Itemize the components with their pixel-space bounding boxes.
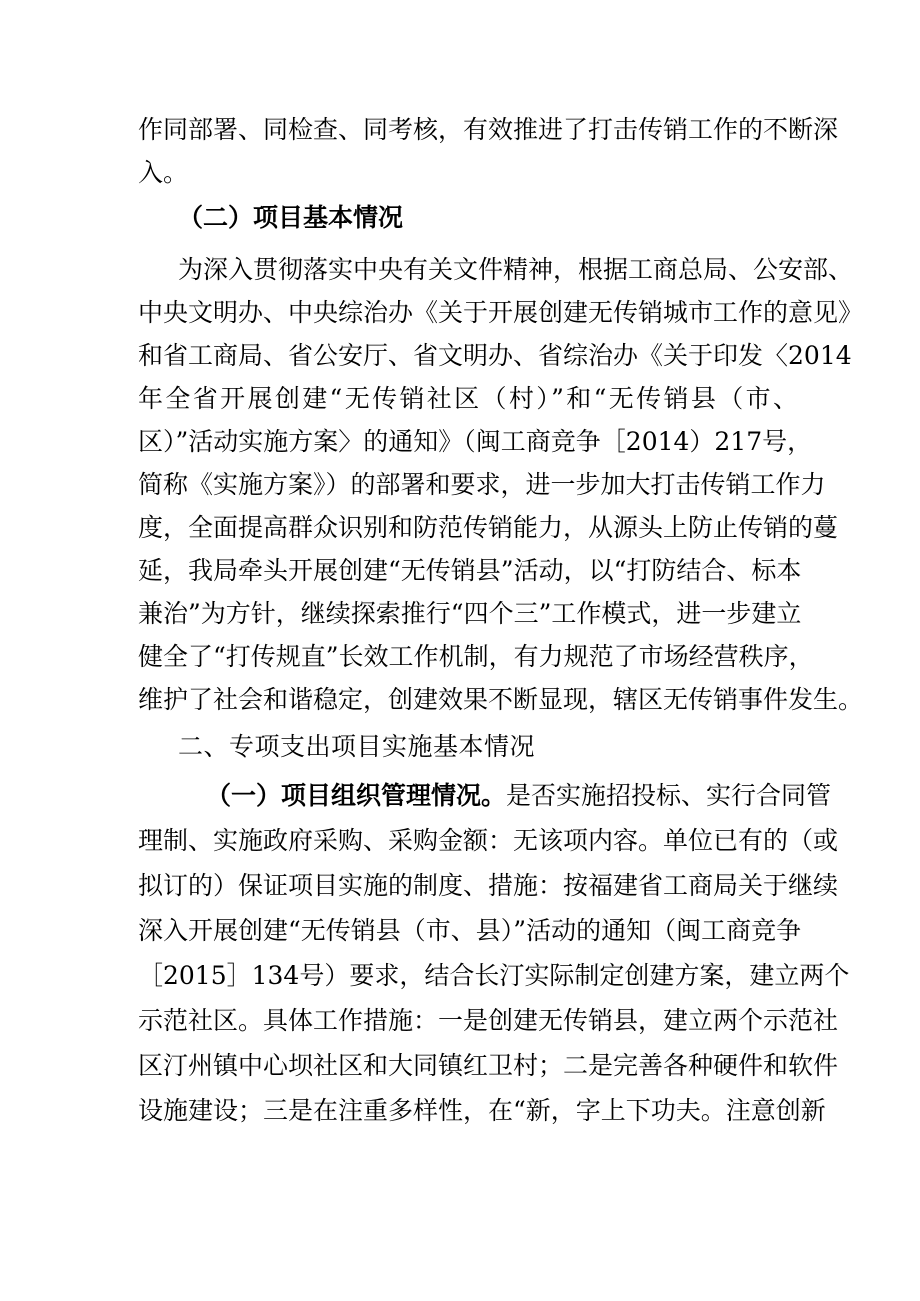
body-text-line: 兼治”为方针，继续探索推行“四个三”工作模式，进一步建立 xyxy=(138,599,802,628)
body-text-line: 示范社区。具体工作措施：一是创建无传销县，建立两个示范社 xyxy=(138,1006,839,1035)
body-text-run: 是否实施招投标、实行合同管 xyxy=(506,781,832,810)
body-text-line: 简称《实施方案》）的部署和要求，进一步加大打击传销工作力 xyxy=(138,470,826,499)
body-text-line xyxy=(206,781,832,811)
body-text-line: 区）”活动实施方案〉的通知》（闽工商竞争［2014）217号， xyxy=(138,427,813,456)
body-text-line: 和省工商局、省公安厅、省文明办、省综治办《关于印发〈2014 xyxy=(138,341,852,370)
body-text-line: 入。 xyxy=(138,158,189,187)
body-text-line: 理制、实施政府采购、采购金额：无该项内容。单位已有的（或 xyxy=(138,826,839,855)
body-text-line: 年全省开展创建“无传销社区（村）”和“无传销县（市、 xyxy=(138,384,798,413)
body-text-line: 健全了“打传规直”长效工作机制，有力规范了市场经营秩序， xyxy=(138,642,814,671)
body-text-line: 为深入贯彻落实中央有关文件精神，根据工商总局、公安部、 xyxy=(178,255,854,284)
body-text-line: 度，全面提高群众识别和防范传销能力，从源头上防止传销的蔓 xyxy=(138,513,839,542)
body-text-line: 维护了社会和谐稳定，创建效果不断显现，辖区无传销事件发生。 xyxy=(138,685,864,714)
body-text-line: 拟订的）保证项目实施的制度、措施：按福建省工商局关于继续 xyxy=(138,871,839,900)
body-text-line: 作同部署、同检查、同考核，有效推进了打击传销工作的不断深 xyxy=(138,115,839,144)
body-text-line: 中央文明办、中央综治办《关于开展创建无传销城市工作的意见》 xyxy=(138,298,864,327)
body-text-line: 区汀州镇中心坝社区和大同镇红卫村；二是完善各种硬件和软件 xyxy=(138,1051,839,1080)
section-heading: （二）项目基本情况 xyxy=(178,203,404,232)
body-text-line: 深入开展创建“无传销县（市、县）”活动的通知（闽工商竞争 xyxy=(138,916,802,945)
body-text-line: 设施建设；三是在注重多样性，在“新，字上下功夫。注意创新 xyxy=(138,1096,826,1125)
subsection-heading: （一）项目组织管理情况。 xyxy=(206,781,507,810)
chapter-heading: 二、专项支出项目实施基本情况 xyxy=(178,732,536,761)
body-text-line: ［2015］134号）要求，结合长汀实际制定创建方案，建立两个 xyxy=(138,961,850,990)
body-text-line: 延，我局牵头开展创建“无传销县”活动，以“打防结合、标本 xyxy=(138,556,802,585)
